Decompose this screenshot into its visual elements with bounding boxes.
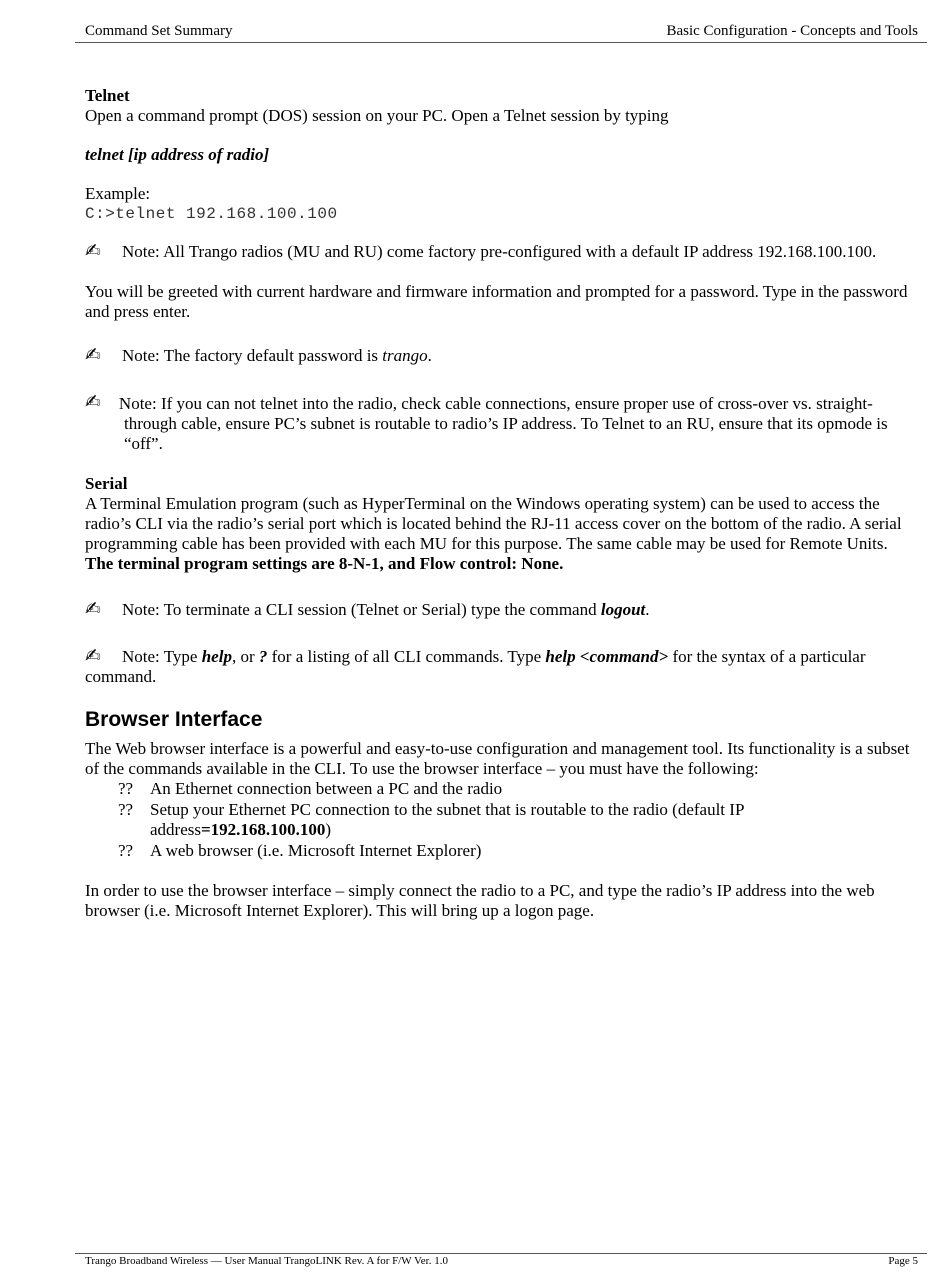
note-text: , or bbox=[231, 647, 259, 666]
note-logout bbox=[85, 600, 921, 620]
pencil-icon: ✍ bbox=[85, 391, 101, 413]
bullet-mark: ?? bbox=[118, 800, 134, 819]
logout-command: logout bbox=[600, 600, 646, 619]
serial-body: A Terminal Emulation program (such as HyperTerminal on the Windows operating system) can be used to access the radio’s CLI via the radio’s serial port which is located behind the RJ-11 access cover on the bottom of the radio. A serial programming cable has been provided with each MU for this purpose. The same cable may be used for Remote Units. bbox=[85, 494, 902, 553]
footer-left: Trango Broadband Wireless — User Manual TrangoLINK Rev. A for F/W Ver. 1.0 bbox=[85, 1255, 448, 1267]
browser-closing: In order to use the browser interface – simply connect the radio to a PC, and type the radio’s IP address into the web browser (i.e. Microsoft Internet Explorer). This will bring up a logon page. bbox=[85, 881, 875, 920]
note-text: Note: If you can not telnet into the radio, check cable connections, ensure proper use of cross-over vs. straight-through cable, ensure PC’s subnet is routable to radio’s IP address. To Telnet to an RU, ensure that its opmode is “off”. bbox=[118, 394, 888, 453]
bullet-mark: ?? bbox=[118, 841, 134, 860]
note-suffix: . bbox=[645, 600, 650, 619]
default-ip: =192.168.100.100 bbox=[200, 820, 326, 839]
list-item-suffix: ) bbox=[325, 820, 332, 839]
note-text: for the syntax of a particular command. bbox=[85, 647, 866, 686]
note-default-ip bbox=[85, 242, 921, 262]
pencil-icon: ✍ bbox=[85, 645, 101, 667]
note-text: Note: All Trango radios (MU and RU) come factory pre-configured with a default IP address 192.168.100.100. bbox=[122, 242, 877, 261]
help-syntax-command: help <command> bbox=[545, 647, 669, 666]
list-item-text: A web browser (i.e. Microsoft Internet Explorer) bbox=[150, 841, 482, 860]
pencil-icon: ✍ bbox=[85, 344, 101, 366]
telnet-intro: Open a command prompt (DOS) session on your PC. Open a Telnet session by typing bbox=[85, 106, 669, 125]
page-footer bbox=[75, 1253, 927, 1268]
telnet-command: telnet [ip address of radio] bbox=[85, 145, 270, 164]
list-item-text: An Ethernet connection between a PC and the radio bbox=[150, 779, 503, 798]
page-content bbox=[85, 86, 921, 921]
example-code: C:>telnet 192.168.100.100 bbox=[85, 205, 338, 223]
note-suffix: . bbox=[427, 346, 432, 365]
header-right: Basic Configuration - Concepts and Tools bbox=[666, 23, 918, 39]
list-item bbox=[85, 800, 921, 840]
note-text: Note: Type bbox=[122, 647, 202, 666]
header-left: Command Set Summary bbox=[85, 23, 233, 39]
serial-settings: The terminal program settings are 8-N-1, and Flow control: None. bbox=[85, 554, 564, 573]
page-number: Page 5 bbox=[888, 1255, 918, 1267]
pencil-icon: ✍ bbox=[85, 240, 101, 262]
browser-intro: The Web browser interface is a powerful and easy-to-use configuration and management tool. Its functionality is a subset of the commands available in the CLI. To use the browser interface – you must have the following: bbox=[85, 739, 910, 778]
note-troubleshoot bbox=[85, 393, 921, 454]
help-command: help bbox=[201, 647, 232, 666]
list-item bbox=[85, 779, 921, 799]
browser-heading: Browser Interface bbox=[85, 708, 263, 731]
note-help bbox=[85, 647, 921, 687]
example-label: Example: bbox=[85, 184, 151, 203]
note-password bbox=[85, 346, 921, 366]
question-command: ? bbox=[258, 647, 268, 666]
telnet-heading: Telnet bbox=[85, 86, 130, 105]
serial-heading: Serial bbox=[85, 474, 128, 493]
note-text: Note: The factory default password is bbox=[122, 346, 383, 365]
bullet-mark: ?? bbox=[118, 779, 134, 798]
page-header bbox=[75, 22, 927, 43]
note-text: Note: To terminate a CLI session (Telnet or Serial) type the command bbox=[122, 600, 601, 619]
default-password: trango bbox=[382, 346, 428, 365]
list-item bbox=[85, 841, 921, 861]
pencil-icon: ✍ bbox=[85, 598, 101, 620]
greeting-text: You will be greeted with current hardware and firmware information and prompted for a password. Type in the password and press enter. bbox=[85, 282, 908, 321]
note-text: for a listing of all CLI commands. Type bbox=[267, 647, 546, 666]
list-item-text: Setup your Ethernet PC connection to the subnet that is routable to the radio (default IP address bbox=[150, 800, 744, 839]
